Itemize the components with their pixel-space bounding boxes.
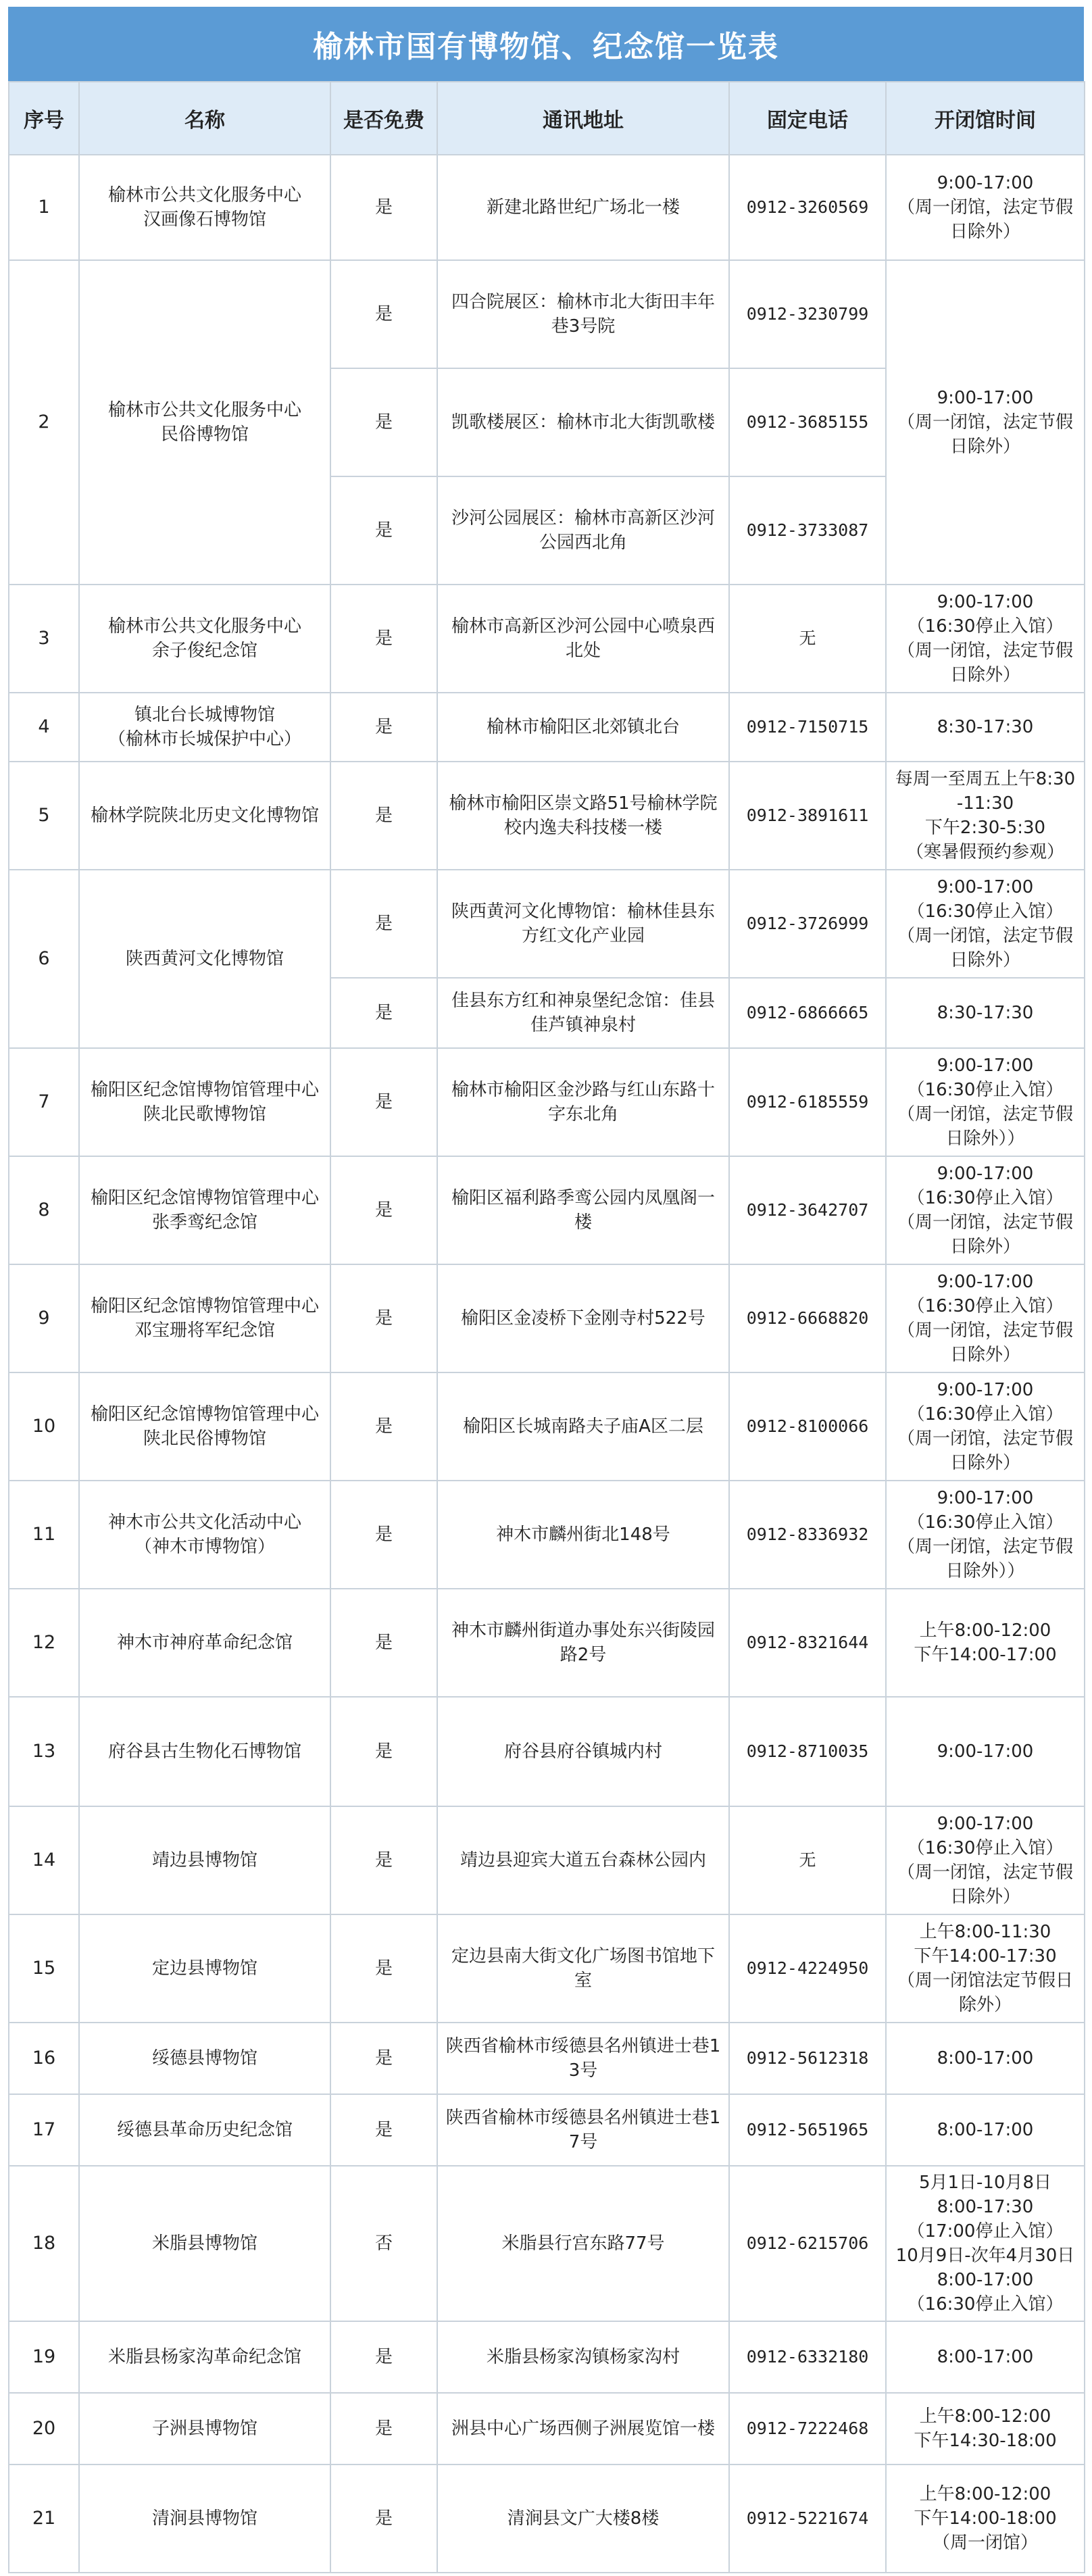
row-phone: 0912-5612318 (729, 2023, 886, 2094)
row-name: 榆阳区纪念馆博物馆管理中心 邓宝珊将军纪念馆 (79, 1264, 330, 1372)
row-hours: 上午8:00-12:00 下午14:00-18:00 （周一闭馆） (886, 2464, 1085, 2573)
table-row (9, 1264, 1085, 1372)
row-no: 16 (9, 2023, 79, 2094)
row-phone: 无 (729, 585, 886, 693)
row-name: 米脂县博物馆 (79, 2166, 330, 2321)
table-row (9, 1697, 1085, 1806)
table-row (9, 870, 1085, 978)
row-address: 神木市麟州街道办事处东兴街陵园路2号 (437, 1589, 729, 1697)
row-phone: 0912-6185559 (729, 1048, 886, 1156)
row-name: 榆阳区纪念馆博物馆管理中心 陕北民歌博物馆 (79, 1048, 330, 1156)
table-row (9, 693, 1085, 762)
header-hours: 开闭馆时间 (886, 82, 1085, 155)
row-free: 是 (330, 476, 437, 585)
row-name: 榆林市公共文化服务中心 民俗博物馆 (79, 260, 330, 585)
row-name: 榆阳区纪念馆博物馆管理中心 陕北民俗博物馆 (79, 1372, 330, 1481)
row-address: 陕西省榆林市绥德县名州镇进士巷13号 (437, 2023, 729, 2094)
row-phone: 0912-8100066 (729, 1372, 886, 1481)
row-free: 是 (330, 1264, 437, 1372)
row-no: 13 (9, 1697, 79, 1806)
row-name: 神木市神府革命纪念馆 (79, 1589, 330, 1697)
header-row (9, 82, 1085, 155)
row-free: 是 (330, 2464, 437, 2573)
row-hours: 上午8:00-12:00 下午14:30-18:00 (886, 2393, 1085, 2464)
row-name: 榆林市公共文化服务中心 汉画像石博物馆 (79, 155, 330, 260)
row-no: 7 (9, 1048, 79, 1156)
row-name: 榆林市公共文化服务中心 余子俊纪念馆 (79, 585, 330, 693)
row-free: 是 (330, 693, 437, 762)
row-phone: 0912-3685155 (729, 368, 886, 476)
row-address: 四合院展区：榆林市北大街田丰年巷3号院 (437, 260, 729, 368)
table-row (9, 1806, 1085, 1914)
row-address: 榆林市榆阳区崇文路51号榆林学院校内逸夫科技楼一楼 (437, 762, 729, 870)
row-no: 2 (9, 260, 79, 585)
header-no: 序号 (9, 82, 79, 155)
row-phone: 无 (729, 1806, 886, 1914)
row-hours: 9:00-17:00 （16:30停止入馆） （周一闭馆，法定节假日除外） (886, 870, 1085, 978)
row-hours: 9:00-17:00 (886, 1697, 1085, 1806)
row-hours: 5月1日-10月8日 8:00-17:30 （17:00停止入馆） 10月9日-次年4月30日8:00-17:00 （16:30停止入馆） (886, 2166, 1085, 2321)
row-address: 陕西省榆林市绥德县名州镇进士巷17号 (437, 2094, 729, 2166)
row-name: 府谷县古生物化石博物馆 (79, 1697, 330, 1806)
row-address: 沙河公园展区：榆林市高新区沙河公园西北角 (437, 476, 729, 585)
row-hours: 9:00-17:00 （16:30停止入馆） （周一闭馆，法定节假日除外） (886, 1264, 1085, 1372)
row-address: 佳县东方红和神泉堡纪念馆：佳县佳芦镇神泉村 (437, 978, 729, 1048)
row-hours: 8:00-17:00 (886, 2023, 1085, 2094)
row-no: 4 (9, 693, 79, 762)
row-phone: 0912-3642707 (729, 1156, 886, 1264)
row-hours: 9:00-17:00 （16:30停止入馆） （周一闭馆，法定节假日除外） (886, 1156, 1085, 1264)
row-address: 洲县中心广场西侧子洲展览馆一楼 (437, 2393, 729, 2464)
row-address: 新建北路世纪广场北一楼 (437, 155, 729, 260)
table-row (9, 2094, 1085, 2166)
row-address: 榆阳区福利路季鸾公园内凤凰阁一楼 (437, 1156, 729, 1264)
row-free: 否 (330, 2166, 437, 2321)
header-free: 是否免费 (330, 82, 437, 155)
row-address: 定边县南大街文化广场图书馆地下室 (437, 1914, 729, 2023)
table-row (9, 1156, 1085, 1264)
row-name: 镇北台长城博物馆 （榆林市长城保护中心） (79, 693, 330, 762)
row-hours: 上午8:00-11:30 下午14:00-17:30 （周一闭馆法定节假日除外） (886, 1914, 1085, 2023)
table-row (9, 1914, 1085, 2023)
table-row (9, 1481, 1085, 1589)
table-row (9, 1372, 1085, 1481)
museum-table (8, 81, 1085, 2573)
row-phone: 0912-6215706 (729, 2166, 886, 2321)
row-name: 神木市公共文化活动中心 （神木市博物馆） (79, 1481, 330, 1589)
row-free: 是 (330, 870, 437, 978)
row-phone: 0912-8710035 (729, 1697, 886, 1806)
row-phone: 0912-3260569 (729, 155, 886, 260)
row-free: 是 (330, 1806, 437, 1914)
row-free: 是 (330, 368, 437, 476)
row-free: 是 (330, 155, 437, 260)
row-address: 神木市麟州街北148号 (437, 1481, 729, 1589)
page-title: 榆林市国有博物馆、纪念馆一览表 (8, 7, 1084, 81)
row-phone: 0912-5651965 (729, 2094, 886, 2166)
header-address: 通讯地址 (437, 82, 729, 155)
row-hours: 每周一至周五上午8:30-11:30 下午2:30-5:30 （寒暑假预约参观） (886, 762, 1085, 870)
row-phone: 0912-6332180 (729, 2321, 886, 2393)
row-name: 绥德县博物馆 (79, 2023, 330, 2094)
row-hours: 8:30-17:30 (886, 693, 1085, 762)
row-no: 11 (9, 1481, 79, 1589)
table-row (9, 2023, 1085, 2094)
row-address: 米脂县行宫东路77号 (437, 2166, 729, 2321)
row-address: 陕西黄河文化博物馆：榆林佳县东方红文化产业园 (437, 870, 729, 978)
row-address: 榆林市榆阳区金沙路与红山东路十字东北角 (437, 1048, 729, 1156)
row-free: 是 (330, 585, 437, 693)
row-free: 是 (330, 1589, 437, 1697)
row-name: 靖边县博物馆 (79, 1806, 330, 1914)
row-name: 子洲县博物馆 (79, 2393, 330, 2464)
row-no: 10 (9, 1372, 79, 1481)
row-free: 是 (330, 978, 437, 1048)
row-hours: 8:00-17:00 (886, 2321, 1085, 2393)
row-hours: 9:00-17:00 （周一闭馆，法定节假日除外） (886, 155, 1085, 260)
row-phone: 0912-3733087 (729, 476, 886, 585)
row-no: 20 (9, 2393, 79, 2464)
row-phone: 0912-3891611 (729, 762, 886, 870)
row-free: 是 (330, 2393, 437, 2464)
row-hours: 9:00-17:00 （周一闭馆，法定节假日除外） (886, 260, 1085, 585)
row-no: 18 (9, 2166, 79, 2321)
row-name: 陕西黄河文化博物馆 (79, 870, 330, 1048)
row-no: 1 (9, 155, 79, 260)
row-phone: 0912-3230799 (729, 260, 886, 368)
row-no: 6 (9, 870, 79, 1048)
row-address: 靖边县迎宾大道五台森林公园内 (437, 1806, 729, 1914)
row-address: 米脂县杨家沟镇杨家沟村 (437, 2321, 729, 2393)
row-hours: 8:30-17:30 (886, 978, 1085, 1048)
row-phone: 0912-8336932 (729, 1481, 886, 1589)
row-address: 凯歌楼展区：榆林市北大街凯歌楼 (437, 368, 729, 476)
row-hours: 9:00-17:00 （16:30停止入馆） （周一闭馆，法定节假日除外）） (886, 1048, 1085, 1156)
row-free: 是 (330, 762, 437, 870)
row-name: 米脂县杨家沟革命纪念馆 (79, 2321, 330, 2393)
row-phone: 0912-4224950 (729, 1914, 886, 2023)
table-row (9, 585, 1085, 693)
row-phone: 0912-5221674 (729, 2464, 886, 2573)
row-phone: 0912-3726999 (729, 870, 886, 978)
row-no: 9 (9, 1264, 79, 1372)
row-phone: 0912-6866665 (729, 978, 886, 1048)
row-free: 是 (330, 1914, 437, 2023)
row-free: 是 (330, 2321, 437, 2393)
row-no: 12 (9, 1589, 79, 1697)
table-row (9, 155, 1085, 260)
table-row (9, 260, 1085, 368)
table-row (9, 1589, 1085, 1697)
row-no: 8 (9, 1156, 79, 1264)
row-hours: 上午8:00-12:00 下午14:00-17:00 (886, 1589, 1085, 1697)
row-no: 17 (9, 2094, 79, 2166)
row-hours: 8:00-17:00 (886, 2094, 1085, 2166)
row-free: 是 (330, 1481, 437, 1589)
row-name: 榆林学院陕北历史文化博物馆 (79, 762, 330, 870)
row-phone: 0912-7222468 (729, 2393, 886, 2464)
row-hours: 9:00-17:00 （16:30停止入馆） （周一闭馆，法定节假日除外） (886, 1372, 1085, 1481)
row-no: 5 (9, 762, 79, 870)
row-address: 榆阳区长城南路夫子庙A区二层 (437, 1372, 729, 1481)
row-free: 是 (330, 1697, 437, 1806)
row-free: 是 (330, 260, 437, 368)
row-no: 14 (9, 1806, 79, 1914)
row-address: 府谷县府谷镇城内村 (437, 1697, 729, 1806)
table-row (9, 2393, 1085, 2464)
row-free: 是 (330, 2094, 437, 2166)
row-name: 榆阳区纪念馆博物馆管理中心 张季鸾纪念馆 (79, 1156, 330, 1264)
table-row (9, 1048, 1085, 1156)
row-free: 是 (330, 1372, 437, 1481)
row-address: 清涧县文广大楼8楼 (437, 2464, 729, 2573)
row-no: 15 (9, 1914, 79, 2023)
row-name: 清涧县博物馆 (79, 2464, 330, 2573)
row-free: 是 (330, 2023, 437, 2094)
row-address: 榆林市高新区沙河公园中心喷泉西北处 (437, 585, 729, 693)
row-free: 是 (330, 1048, 437, 1156)
row-no: 19 (9, 2321, 79, 2393)
row-phone: 0912-8321644 (729, 1589, 886, 1697)
row-phone: 0912-6668820 (729, 1264, 886, 1372)
row-no: 21 (9, 2464, 79, 2573)
table-row (9, 762, 1085, 870)
header-name: 名称 (79, 82, 330, 155)
row-hours: 9:00-17:00 （16:30停止入馆） （周一闭馆，法定节假日除外）） (886, 1481, 1085, 1589)
row-free: 是 (330, 1156, 437, 1264)
row-phone: 0912-7150715 (729, 693, 886, 762)
header-phone: 固定电话 (729, 82, 886, 155)
table-row (9, 2166, 1085, 2321)
row-no: 3 (9, 585, 79, 693)
row-hours: 9:00-17:00 （16:30停止入馆） （周一闭馆，法定节假日除外） (886, 1806, 1085, 1914)
row-address: 榆阳区金凌桥下金刚寺村522号 (437, 1264, 729, 1372)
table-row (9, 2464, 1085, 2573)
row-hours: 9:00-17:00 （16:30停止入馆） （周一闭馆，法定节假日除外） (886, 585, 1085, 693)
row-name: 绥德县革命历史纪念馆 (79, 2094, 330, 2166)
row-name: 定边县博物馆 (79, 1914, 330, 2023)
row-address: 榆林市榆阳区北郊镇北台 (437, 693, 729, 762)
table-row (9, 2321, 1085, 2393)
